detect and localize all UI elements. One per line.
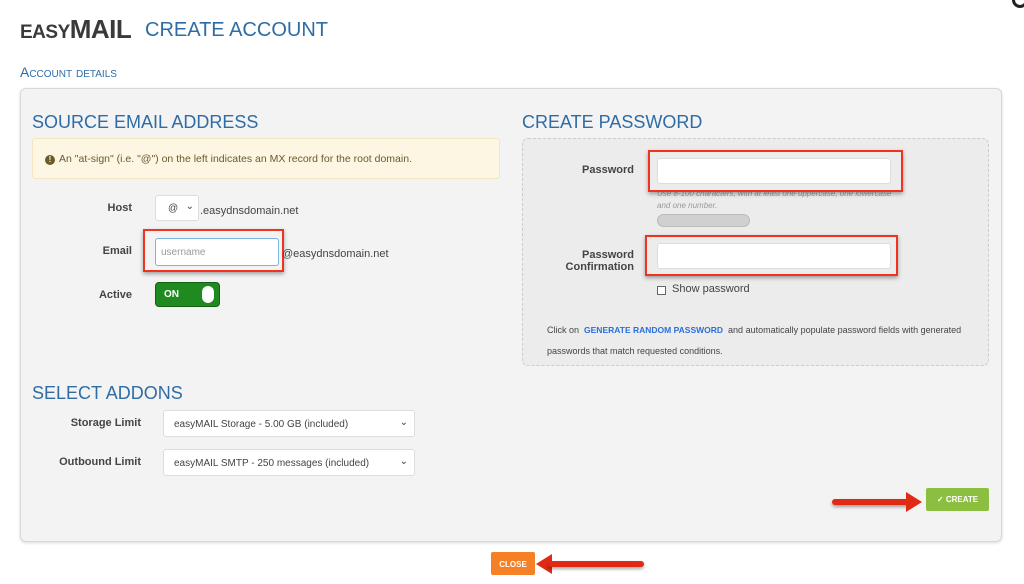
email-label: Email: [102, 245, 132, 257]
alert-text: An "at-sign" (i.e. "@") on the left indicates an MX record for the root domain.: [59, 153, 412, 165]
easymail-logo: EASYMAIL: [20, 14, 132, 44]
password-annotation-box: [648, 150, 903, 192]
host-label: Host: [107, 202, 132, 214]
chevron-down-icon: ⌄: [399, 456, 408, 467]
storage-limit-select[interactable]: easyMAIL Storage - 5.00 GB (included) ⌄: [163, 410, 415, 437]
check-icon: ✓: [936, 495, 946, 504]
source-email-heading: SOURCE EMAIL ADDRESS: [32, 112, 259, 132]
create-password-heading: CREATE PASSWORD: [522, 112, 703, 132]
close-window-icon[interactable]: [1012, 0, 1024, 8]
active-label: Active: [98, 289, 132, 301]
password-label: Password: [582, 164, 634, 176]
password-strength-bar: [657, 214, 750, 227]
password-confirmation-input[interactable]: [657, 243, 891, 269]
generate-info: Click on GENERATE RANDOM PASSWORD and automatically populate password fields with generated passwords that match requested conditions.: [547, 325, 962, 356]
host-select[interactable]: @ ⌄: [155, 195, 199, 221]
email-input[interactable]: username: [155, 238, 279, 266]
password-confirmation-label: Password Confirmation: [565, 249, 634, 273]
create-button[interactable]: ✓ CREATE: [926, 488, 989, 511]
show-password-checkbox[interactable]: [657, 286, 666, 295]
select-addons-heading: SELECT ADDONS: [32, 383, 183, 403]
close-button[interactable]: CLOSE: [491, 552, 535, 575]
outbound-limit-label: Outbound Limit: [59, 456, 141, 468]
page-title: CREATE ACCOUNT: [145, 19, 328, 41]
password-hint: Use 8-100 characters, with at least one uppercase, one lowercase and one number.: [657, 189, 892, 210]
show-password-label: Show password: [672, 283, 750, 295]
outbound-limit-select[interactable]: easyMAIL SMTP - 250 messages (included) ⌄: [163, 449, 415, 476]
toggle-knob: [202, 286, 214, 303]
generate-random-password-link[interactable]: GENERATE RANDOM PASSWORD: [584, 325, 724, 335]
host-suffix: .easydnsdomain.net: [200, 205, 299, 217]
storage-limit-label: Storage Limit: [70, 417, 141, 429]
active-toggle[interactable]: ON: [155, 282, 220, 307]
email-suffix: @easydnsdomain.net: [282, 248, 389, 260]
info-icon: !: [45, 155, 55, 165]
section-subtitle: Account details: [20, 64, 117, 80]
chevron-down-icon: ⌄: [185, 201, 194, 212]
annotation-arrow: [832, 499, 912, 505]
annotation-arrow: [548, 561, 644, 567]
arrow-head: [906, 492, 922, 512]
chevron-down-icon: ⌄: [399, 417, 408, 428]
mx-info-alert: [32, 138, 500, 179]
